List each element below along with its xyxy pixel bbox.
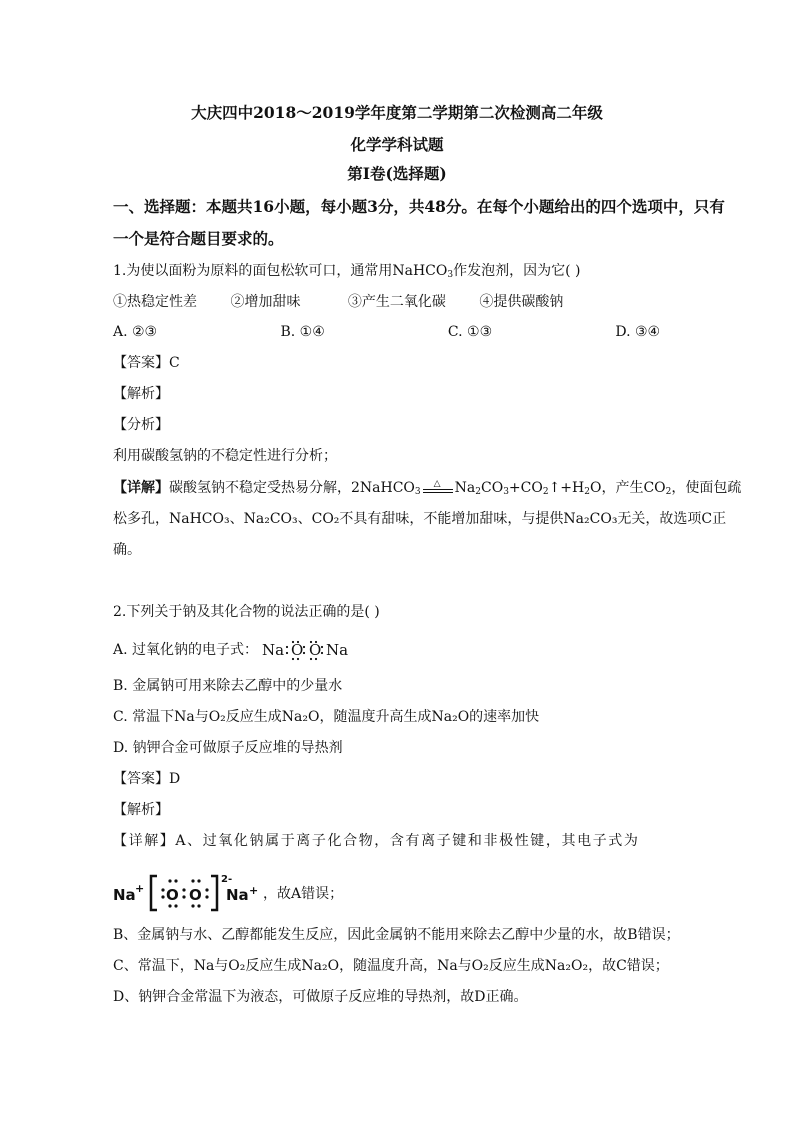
q1-detail-line1: 【详解】碳酸氢钠不稳定受热易分解，2NaHCO$_3$ △ $Na_2CO_3+CO_2↑+H_2O$，产生$CO_2$，使面包疏 <box>113 479 742 497</box>
q1-item: ③产生二氧化碳 <box>347 294 446 310</box>
q2-detail-d: D、钠钾合金常温下为液态，可做原子反应堆的导热剂，故D正确。 <box>113 989 528 1005</box>
q2-detail-b: B、金属钠与水、乙醇都能发生反应，因此金属钠不能用来除去乙醇中少量的水，故B错误； <box>113 927 680 943</box>
q1-option-c: C. ①③ <box>447 324 493 340</box>
q1-option-b: B. ①④ <box>280 324 325 340</box>
heating-equal-sign: △ <box>423 482 453 494</box>
exam-title: 大庆四中2018～2019学年度第二学期第二次检测高二年级 <box>191 103 603 122</box>
q2-answer: 【答案】D <box>113 771 181 787</box>
svg-text:O: O <box>166 886 179 904</box>
svg-text:Na: Na <box>262 641 285 659</box>
q1-item: ④提供碳酸钠 <box>479 294 564 310</box>
subject-title: 化学学科试题 <box>350 135 444 154</box>
q1-fenxi-label: 【分析】 <box>113 417 169 433</box>
q1-option-a: A. ②③ <box>113 324 158 340</box>
q1-item: ②增加甜味 <box>230 294 301 310</box>
q1-answer: 【答案】C <box>113 355 180 371</box>
q2-stem: 2.下列关于钠及其化合物的说法正确的是( ) <box>113 604 380 620</box>
q1-option-d: D. ③④ <box>615 324 661 340</box>
svg-text:Na: Na <box>326 641 349 659</box>
q2-jiexi-label: 【解析】 <box>113 802 169 818</box>
q1-options <box>113 323 660 341</box>
q1-stem: 1.为使以面粉为原料的面包松软可口，通常用NaHCO$_3$作发泡剂，因为它( ) <box>113 263 581 280</box>
q2-option-b: B. 金属钠可用来除去乙醇中的少量水 <box>113 678 343 694</box>
svg-text:Na: Na <box>113 886 136 904</box>
q1-jiexi-label: 【解析】 <box>113 386 169 402</box>
q1-item: ①热稳定性差 <box>113 294 197 310</box>
svg-text:Na: Na <box>226 886 249 904</box>
q2-lewis-row <box>113 870 433 918</box>
svg-text:O: O <box>309 641 322 659</box>
q2-detail-c: C、常温下，Na与O₂反应生成Na₂O，随温度升高，Na与O₂反应生成Na₂O₂，故C错误； <box>113 958 669 974</box>
q2-option-c: C. 常温下Na与O₂反应生成Na₂O，随温度升高生成Na₂O的速率加快 <box>113 709 540 725</box>
svg-text:2-: 2- <box>221 874 233 885</box>
q2-option-d: D. 钠钾合金可做原子反应堆的导热剂 <box>113 740 343 756</box>
volume-title: 第Ⅰ卷(选择题) <box>347 164 447 183</box>
q1-items <box>113 293 563 311</box>
svg-text:O: O <box>189 886 202 904</box>
sodium-peroxide-lewis-formula-inline <box>262 638 358 662</box>
q2-option-a: A. 过氧化钠的电子式： Na O O Na <box>113 638 358 662</box>
svg-text:+: + <box>249 884 259 897</box>
q1-detail-line2: 松多孔，NaHCO₃、Na₂CO₃、CO₂不具有甜味，不能增加甜味，与提供Na₂CO₃无关，故选项C正 <box>113 511 727 527</box>
section-instruction-line1: 一、选择题：本题共16小题，每小题3分，共48分。在每个小题给出的四个选项中，只有 <box>113 197 725 216</box>
q1-analysis: 利用碳酸氢钠的不稳定性进行分析； <box>113 448 337 464</box>
svg-text:O: O <box>291 641 304 659</box>
q2-detail-a: 【详解】A、过氧化钠属于离子化合物，含有离子键和非极性键，其电子式为 <box>113 833 640 849</box>
svg-text:+: + <box>135 882 145 895</box>
q1-detail-line3: 确。 <box>113 542 141 558</box>
svg-text:，故A错误；: ，故A错误； <box>263 886 344 902</box>
sodium-peroxide-lewis-formula <box>113 870 433 914</box>
section-instruction-line2: 一个是符合题目要求的。 <box>113 229 284 248</box>
